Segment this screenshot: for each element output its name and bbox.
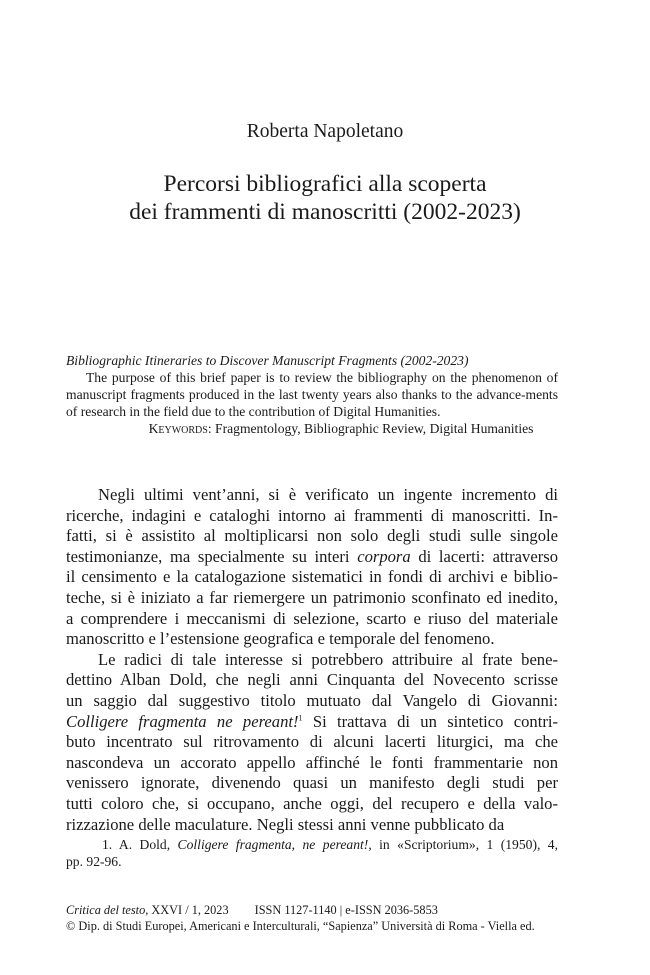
abstract-title: Bibliographic Itineraries to Discover Manuscript Fragments (2002-2023)	[66, 353, 469, 368]
title-line-1: Percorsi bibliografici alla scoperta	[163, 171, 487, 197]
text-line: Negli ultimi vent’anni, si è verificato un ingente incremento di	[98, 485, 558, 504]
text-line	[66, 547, 558, 568]
text-line: manoscritto e l’estensione geografica e temporale del fenomeno.	[66, 629, 495, 649]
text-segment: di lacerti: attraverso	[410, 546, 558, 566]
footnote-prefix: 1. A. Dold,	[102, 837, 178, 852]
text-line: nascondeva un accorato appello affinché le fonti frammentarie non	[66, 752, 558, 772]
italic-title: Colligere fragmenta ne pereant!	[66, 711, 299, 731]
footnote-line: pp. 92-96.	[66, 854, 122, 869]
text-line: dettino Alban Dold, che negli anni Cinquanta del Novecento scrisse	[66, 670, 558, 690]
italic-term: corpora	[357, 546, 411, 566]
colophon	[66, 903, 566, 934]
footnote-1	[66, 836, 558, 870]
footnote-reference[interactable]: 1	[298, 713, 303, 722]
abstract	[66, 352, 558, 437]
text-line: venissero ignorate, divenendo quasi un manifesto degli studi per	[66, 773, 558, 793]
text-line: buto incentrato sul ritrovamento di alcuni lacerti liturgici, ma che	[66, 732, 558, 752]
article-title	[0, 170, 650, 226]
text-line: teche, si è iniziato a far riemergere un patrimonio sconfinato ed inedito,	[66, 587, 558, 607]
text-line: Le radici di tale interesse si potrebbero attribuire al frate bene-	[98, 649, 558, 669]
colophon-row-1	[66, 903, 566, 919]
footnote-italic-title: Colligere fragmenta, ne pereant!	[177, 837, 369, 852]
keywords-label: Keywords:	[148, 421, 212, 436]
paragraph-2	[66, 650, 558, 835]
journal-issue: , XXVI / 1, 2023	[145, 903, 229, 917]
text-segment: Si trattava di un sintetico contri-	[302, 711, 559, 731]
text-line: un saggio dal suggestivo titolo mutuato dal Vangelo di Giovanni:	[66, 690, 558, 710]
text-line: il censimento e la catalogazione sistematici in fondi di archivi e biblio-	[66, 567, 558, 587]
text-line: a comprendere i meccanismi di selezione, scarto e riuso del materiale	[66, 608, 558, 628]
text-line: rizzazione delle maculature. Negli stessi anni venne pubblicato da	[66, 814, 505, 834]
issn: ISSN 1127-1140 | e-ISSN 2036-5853	[254, 903, 438, 917]
footnote-rest: , in «Scriptorium», 1 (1950), 4,	[368, 837, 559, 852]
text-line: fatti, si è assistito al moltiplicarsi non solo degli studi sulle singole	[66, 526, 558, 546]
title-line-2: dei frammenti di manoscritti (2002-2023)	[129, 199, 521, 225]
text-line: ricerche, indagini e cataloghi intorno ai frammenti di manoscritti. In-	[66, 505, 558, 525]
keywords	[66, 420, 558, 437]
copyright-line: © Dip. di Studi Europei, Americani e Interculturali, “Sapienza” Università di Roma - Viella ed.	[66, 918, 535, 933]
text-line: tutti coloro che, si occupano, anche oggi, del recupero e della valo-	[66, 793, 558, 813]
text-segment: testimonianze, ma specialmente su interi	[66, 546, 358, 566]
abstract-text: The purpose of this brief paper is to review the bibliography on the phenomenon of manuscript fragments produced in the last twenty years also thanks to the advance-ments of research in the field due to the contribution of Digital Humanities.	[66, 370, 558, 419]
text-line	[66, 712, 558, 733]
journal-name: Critica del testo	[66, 903, 146, 917]
author-name: Roberta Napoletano	[246, 121, 404, 142]
paragraph-1	[66, 485, 558, 650]
keywords-list: Fragmentology, Bibliographic Review, Digital Humanities	[215, 421, 534, 436]
body-text	[66, 485, 558, 835]
footnote-line	[66, 836, 558, 853]
